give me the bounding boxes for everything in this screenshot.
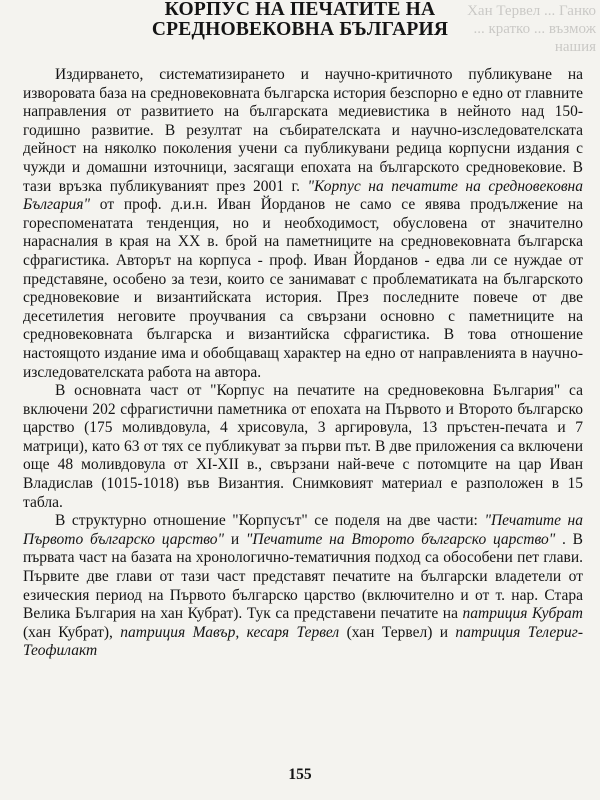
paragraph-2: В основната част от "Корпус на печатите на средновековна България" са включени 202 сфрагистични паметника от епохата на Първото и Второто българско царство (175 моливдовула, 4 хрисовула, 3 аргировула, 13 пръстен-печата и 7 матрици), като 63 от тях се публикуват за първи път. В две приложения са включени още 48 моливдовула от XI-XII в., свързани най-вече с потомците на цар Иван Владислав (1015-1018) във Византия. Снимковият материал е разположен в 15 табла.	[23, 382, 583, 511]
page-number: 155	[288, 766, 312, 783]
bleed-through-text: Хан Тервел ... Ганко ... кратко ... възмож нашия	[467, 3, 596, 55]
body-text	[23, 66, 583, 661]
paragraph-1-part-1: Издирването, систематизирането и научно-критичното публикуване на изворовата база на средновековната българска история безспорно е едно от главните направления от развитието на българската медиевистика в нейното над 150-годишно развитие. В резултат на събирателската и научно-изследователската дейност на няколко поколения учени са публикувани редица корпусни издания с чужди и домашни източници, засягащи епохата на българското средновековие. В тази връзка публикуваният през 2001 г.	[23, 66, 583, 195]
paragraph-3-part-2: и	[224, 530, 246, 548]
paragraph-3	[23, 512, 583, 661]
title-line-1: КОРПУС НА ПЕЧАТИТЕ НА	[164, 0, 436, 20]
part-two-title-italic: "Печатите на Второто българско царство"	[245, 530, 556, 548]
mavar-tervel-italic: патриция Мавър, кесаря Тервел	[120, 623, 340, 641]
paragraph-3-part-5: (хан Тервел) и	[339, 623, 456, 641]
paragraph-3-part-1: В структурно отношение "Корпусът" се поделя на две части:	[55, 512, 485, 530]
paragraph-1	[23, 66, 583, 382]
telerig-teofilakt-italic: патриция Телериг-Теофилакт	[23, 623, 583, 660]
paragraph-1-part-2: от проф. д.и.н. Иван Йорданов не само се явява продължение на гореспоменатата тенденция, но и необходимост, обусловена от значително нарасналия в края на XX в. брой на паметниците на средновековната българска сфрагистика. Авторът на корпуса - проф. Иван Йорданов - едва ли се нуждае от представяне, особено за тези, които се занимават с проблематиката на българското средновековие и византийската история. През последните повече от две десетилетия неговите проучвания са свързани основно с паметниците на средновековната българска и византийска сфрагистика. В това отношение настоящото издание има и обобщаващ характер на едно от направленията в научно-изследователската работа на автора.	[23, 196, 583, 381]
corpus-title-italic: "Корпус на печатите на средновековна България"	[23, 177, 583, 214]
patrician-kubrat-italic: патриция Кубрат	[462, 605, 583, 623]
title-line-2: СРЕДНОВЕКОВНА БЪЛГАРИЯ	[151, 19, 449, 40]
paragraph-3-part-3: . В първата част на базата на хронологично-тематичния подход са обособени пет глави. Първите две глави от тази част представят печатите на български владетели от езическия период на Първото българско царство (включително и от т. нар. Стара Велика България на хан Кубрат). Тук са представени печатите на	[23, 530, 583, 623]
part-one-title-italic: "Печатите на Първото българско царство"	[23, 512, 583, 548]
paragraph-3-part-4: (хан Кубрат),	[23, 623, 121, 641]
page-title	[0, 0, 600, 40]
